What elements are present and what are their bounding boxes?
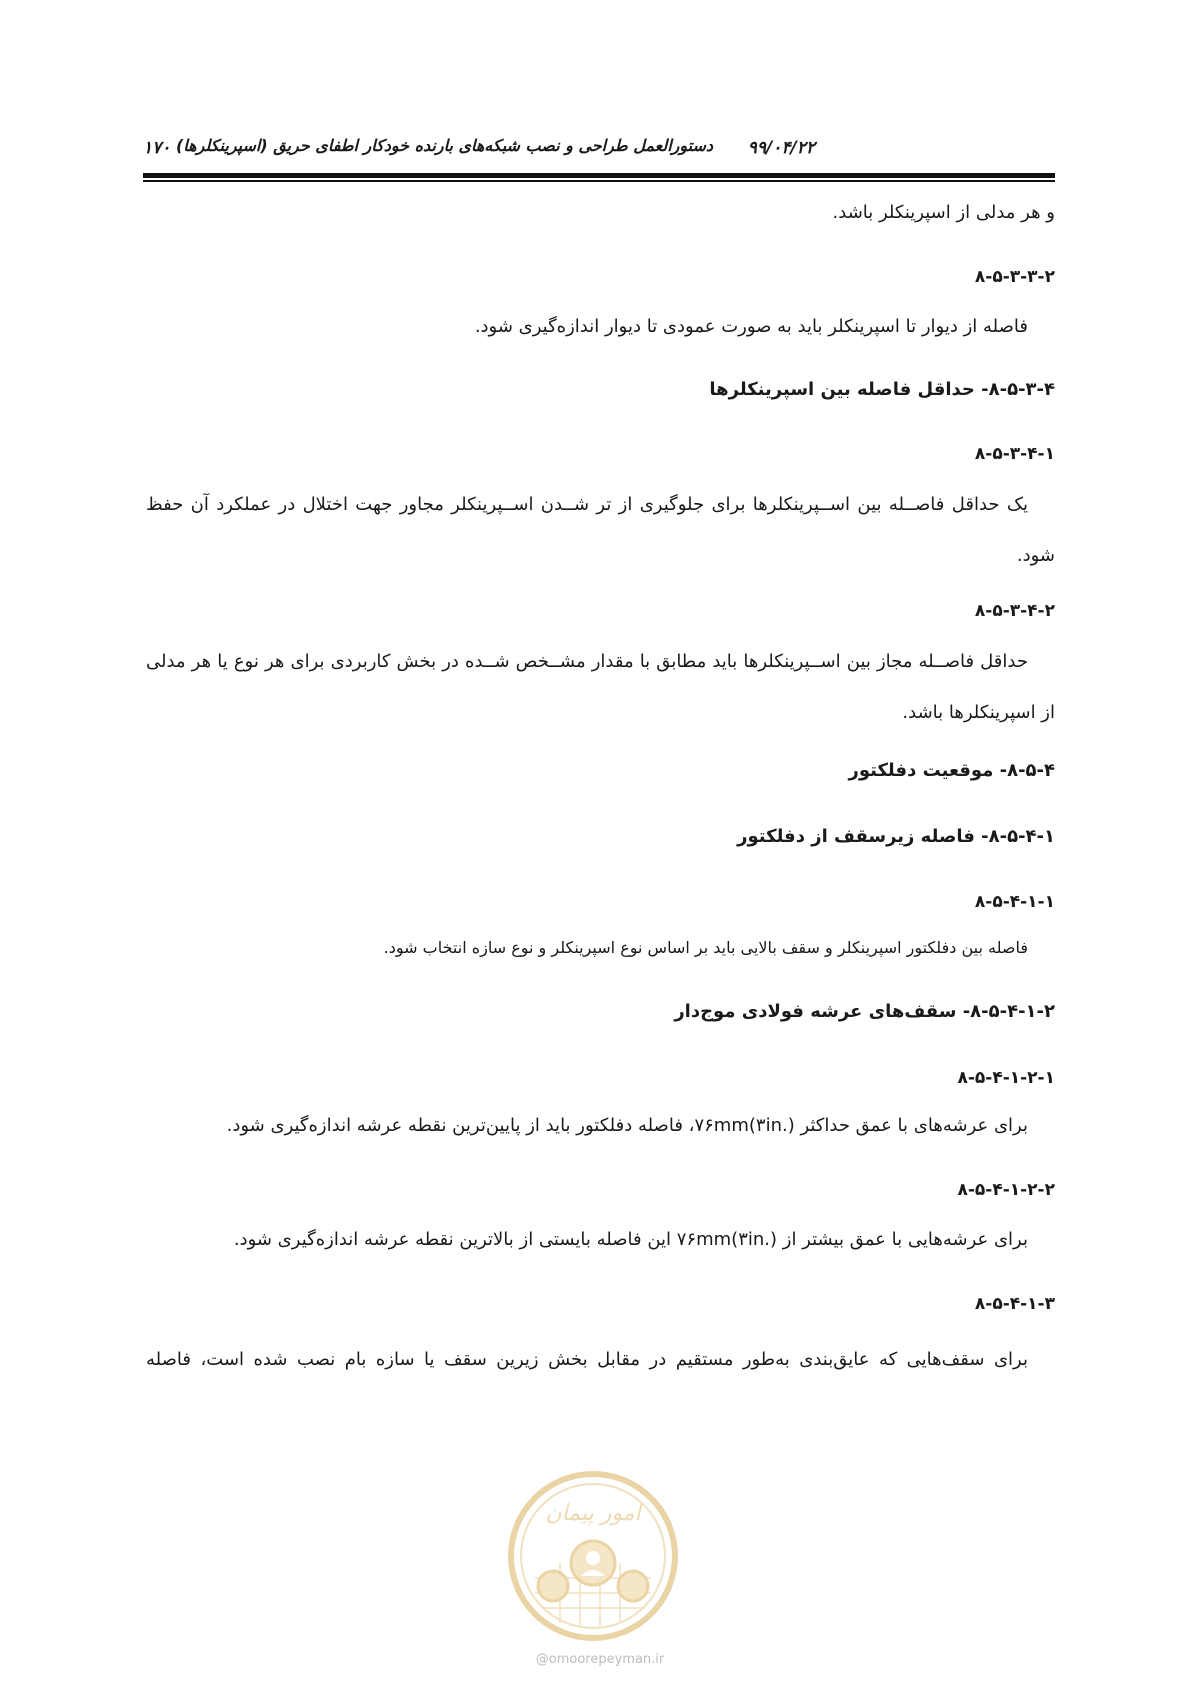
section-number: ۸-۵-۳-۴-۱ — [974, 444, 1055, 464]
paragraph — [146, 636, 1055, 738]
section-heading: ۸-۵-۴- موقعیت دفلکتور — [848, 760, 1055, 781]
section-number: ۸-۵-۴-۱-۱ — [974, 892, 1055, 912]
section-heading: ۸-۵-۳-۴- حداقل فاصله بین اسپرینکلرها — [709, 379, 1055, 400]
paragraph: فاصله بین دفلکتور اسپرینکلر و سقف بالایی باید بر اساس نوع اسپرینکلر و نوع سازه انتخاب شود. — [383, 938, 1028, 957]
section-heading: ۸-۵-۴-۱- فاصله زیرسقف از دفلکتور — [737, 826, 1055, 847]
paragraph-text: حداقل فاصــله مجاز بین اســپرینکلرها باید مطابق با مقدار مشــخص شــده در بخش کاربردی برای هر نوع یا هر مدلی از اسپرینکلرها باشد. — [146, 651, 1055, 723]
paragraph: برای عرشه‌هایی با عمق بیشتر از ۷۶mm(۳in.) این فاصله بایستی از بالاترین نقطه عرشه اندازه‌گیری شود. — [233, 1229, 1028, 1250]
section-heading: ۸-۵-۴-۱-۲- سقف‌های عرشه فولادی موج‌دار — [674, 1001, 1055, 1022]
paragraph — [146, 479, 1055, 581]
section-number: ۸-۵-۴-۱-۲-۱ — [957, 1068, 1055, 1088]
section-number: ۸-۵-۴-۱-۲-۲ — [957, 1180, 1055, 1200]
header-title: دستورالعمل طراحی و نصب شبکه‌های بارنده خودکار اطفای حریق (اسپرینکلرها) — [175, 136, 713, 155]
paragraph: برای سقف‌هایی که عایق‌بندی به‌طور مستقیم در مقابل بخش زیرین سقف یا سازه بام نصب شده است، فاصله — [146, 1349, 1028, 1370]
paragraph: برای عرشه‌های با عمق حداکثر ۷۶mm(۳in.)، فاصله دفلکتور باید از پایین‌ترین نقطه عرشه اندازه‌گیری شود. — [226, 1115, 1028, 1136]
header-rule-thick — [143, 173, 1055, 178]
paragraph: فاصله از دیوار تا اسپرینکلر باید به صورت عمودی تا دیوار اندازه‌گیری شود. — [474, 316, 1028, 337]
watermark-url: @omoorepeyman.ir — [535, 1652, 665, 1667]
page-header — [143, 132, 1055, 166]
watermark-logo — [505, 1468, 681, 1644]
section-number: ۸-۵-۴-۱-۳ — [974, 1294, 1055, 1314]
page-number: ۱۷۰ — [143, 138, 171, 158]
section-number: ۸-۵-۳-۳-۲ — [974, 267, 1055, 287]
paragraph-continuation: و هر مدلی از اسپرینکلر باشد. — [832, 202, 1055, 223]
section-number: ۸-۵-۳-۴-۲ — [974, 601, 1055, 621]
watermark-logo-text: امور پیمان — [545, 1501, 641, 1526]
header-date: ۹۹/۰۴/۲۲ — [747, 138, 815, 158]
header-rule-thin — [143, 180, 1055, 182]
paragraph-text: یک حداقل فاصــله بین اســپرینکلرها برای جلوگیری از تر شــدن اســپرینکلر مجاور جهت اختلال در عملکرد آن حفظ شود. — [146, 494, 1055, 566]
